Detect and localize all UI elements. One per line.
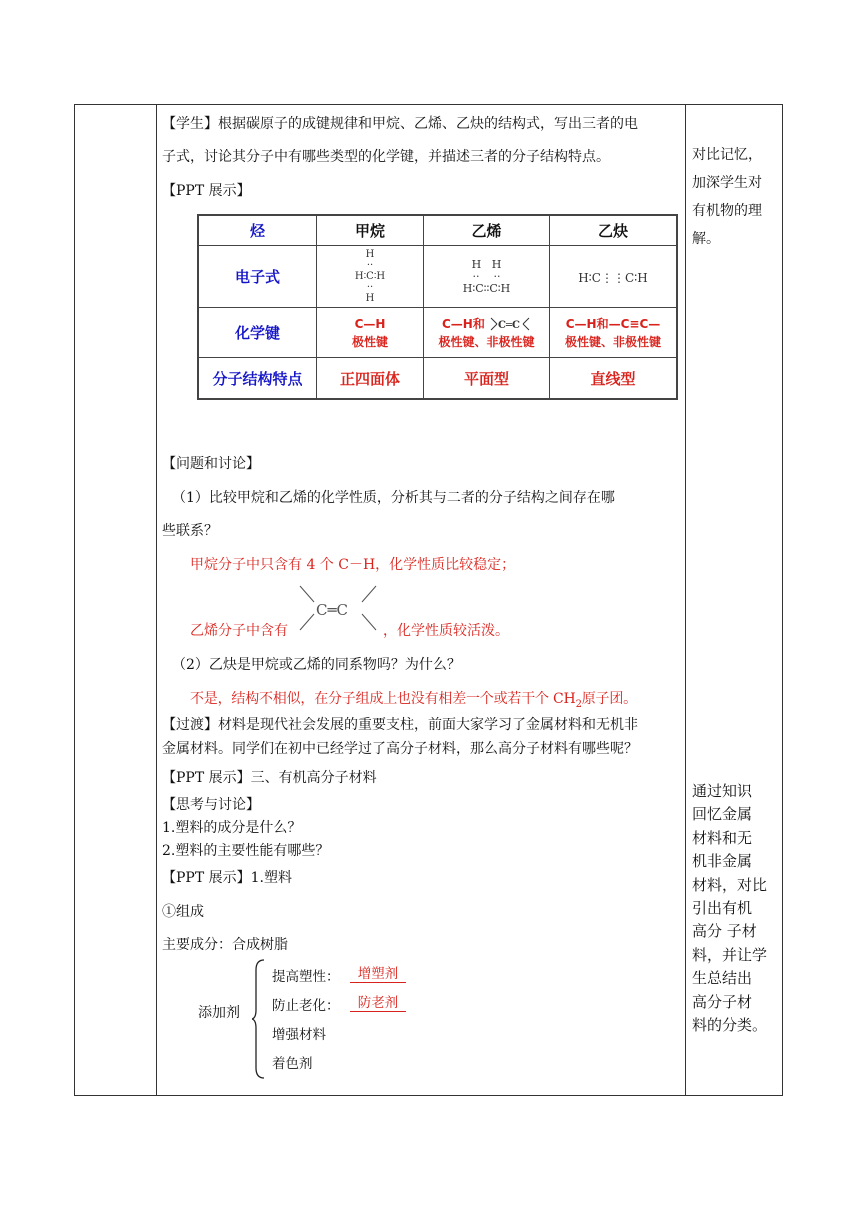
additive-item: 着色剂 (272, 1056, 313, 1072)
methane-bond: C—H 极性键 (351, 316, 388, 349)
additive-answer: 增塑剂 (350, 962, 406, 983)
acetylene-electron-formula: H∶C⋮⋮C∶H (578, 271, 648, 285)
design-note-1: 对比记忆， 加深学生对 有机物的理 解。 (692, 147, 762, 247)
answer-2a: 乙烯分子中含有 (190, 623, 288, 639)
think-item-1: 1.塑料的成分是什么？ (162, 820, 302, 836)
hydrocarbon-table (197, 214, 678, 400)
cc-double-bond-icon (489, 316, 531, 332)
ethylene-shape: 平面型 (463, 369, 509, 388)
acetylene-shape: 直线型 (590, 369, 636, 388)
answer-1: 甲烷分子中只含有 4 个 C－H，化学性质比较稳定； (190, 557, 516, 573)
header-cell (199, 216, 317, 246)
question-2: （2）乙炔是甲烷或乙烯的同系物吗？为什么？ (172, 657, 461, 673)
header-acetylene: 乙炔 (597, 222, 628, 240)
header-cell (317, 216, 424, 246)
header-cell (550, 216, 677, 246)
think-title: 【思考与讨论】 (162, 797, 260, 813)
svg-text:C═C: C═C (498, 320, 520, 331)
methane-shape: 正四面体 (339, 369, 400, 388)
main-component: 主要成分：合成树脂 (162, 937, 288, 953)
additive-item: 提高塑性： (272, 969, 340, 985)
header-hydrocarbon: 烃 (249, 222, 265, 240)
student-line-2: 子式，讨论其分子中有哪些类型的化学键，并描述三者的分子结构特点。 (162, 149, 610, 165)
svg-text:C═C: C═C (316, 601, 348, 619)
additive-item: 增强材料 (272, 1027, 326, 1043)
additive-answer: 防老剂 (350, 991, 406, 1012)
transition-line-2: 金属材料。同学们在初中已经学过了高分子材料，那么高分子材料有哪些呢？ (162, 741, 638, 757)
transition-line-1: 【过渡】材料是现代社会发展的重要支柱，前面大家学习了金属材料和无机非 (162, 717, 638, 733)
cc-double-bond-icon (298, 584, 378, 634)
answer-3: 不是，结构不相似，在分子组成上也没有相差一个或若干个 $CH_2$原子团。 (190, 691, 637, 710)
column-divider (685, 105, 686, 1095)
brace-icon (252, 958, 266, 1080)
question-title: 【问题和讨论】 (162, 456, 260, 472)
acetylene-bond: C—H和—C≡C— 极性键、非极性键 (564, 316, 661, 349)
student-line-1: 【学生】根据碳原子的成键规律和甲烷、乙烯、乙炔的结构式，写出三者的电 (162, 116, 638, 132)
additive-item: 防止老化： (272, 998, 340, 1014)
question-1a: （1）比较甲烷和乙烯的化学性质，分析其与二者的分子结构之间存在哪 (172, 490, 615, 506)
row-label-electron-formula: 电子式 (234, 268, 280, 286)
think-item-2: 2.塑料的主要性能有哪些？ (162, 843, 330, 859)
question-1b: 些联系？ (162, 523, 218, 539)
column-divider (156, 105, 157, 1095)
answer-2b: ，化学性质较活泼。 (383, 623, 509, 639)
methane-electron-formula: H ·· H∶C∶H ·· H (354, 249, 386, 304)
additive-label: 添加剂 (198, 1005, 240, 1021)
row-label-structure: 分子结构特点 (212, 369, 303, 388)
design-note-2: 通过知识 回忆金属 材料和无 机非金属 材料，对比 引出有机 高分 子材 料，并让学 生总结出 高分子材 料的分类。 (692, 782, 768, 1035)
ppt-label-3: 【PPT 展示】1.塑料 (162, 870, 292, 886)
ethylene-electron-formula: H H ·· ·· H∶C∶∶C∶H (462, 257, 511, 295)
ethylene-bond: C—H和 C═C 极性键、非极性键 (438, 316, 535, 349)
composition-heading: ①组成 (162, 904, 204, 920)
ppt-label: 【PPT 展示】 (162, 183, 251, 199)
ppt-label-2: 【PPT 展示】三、有机高分子材料 (162, 770, 377, 786)
header-methane: 甲烷 (354, 222, 385, 240)
header-ethylene: 乙烯 (471, 222, 502, 240)
header-cell (424, 216, 550, 246)
row-label-chemical-bond: 化学键 (234, 324, 280, 342)
